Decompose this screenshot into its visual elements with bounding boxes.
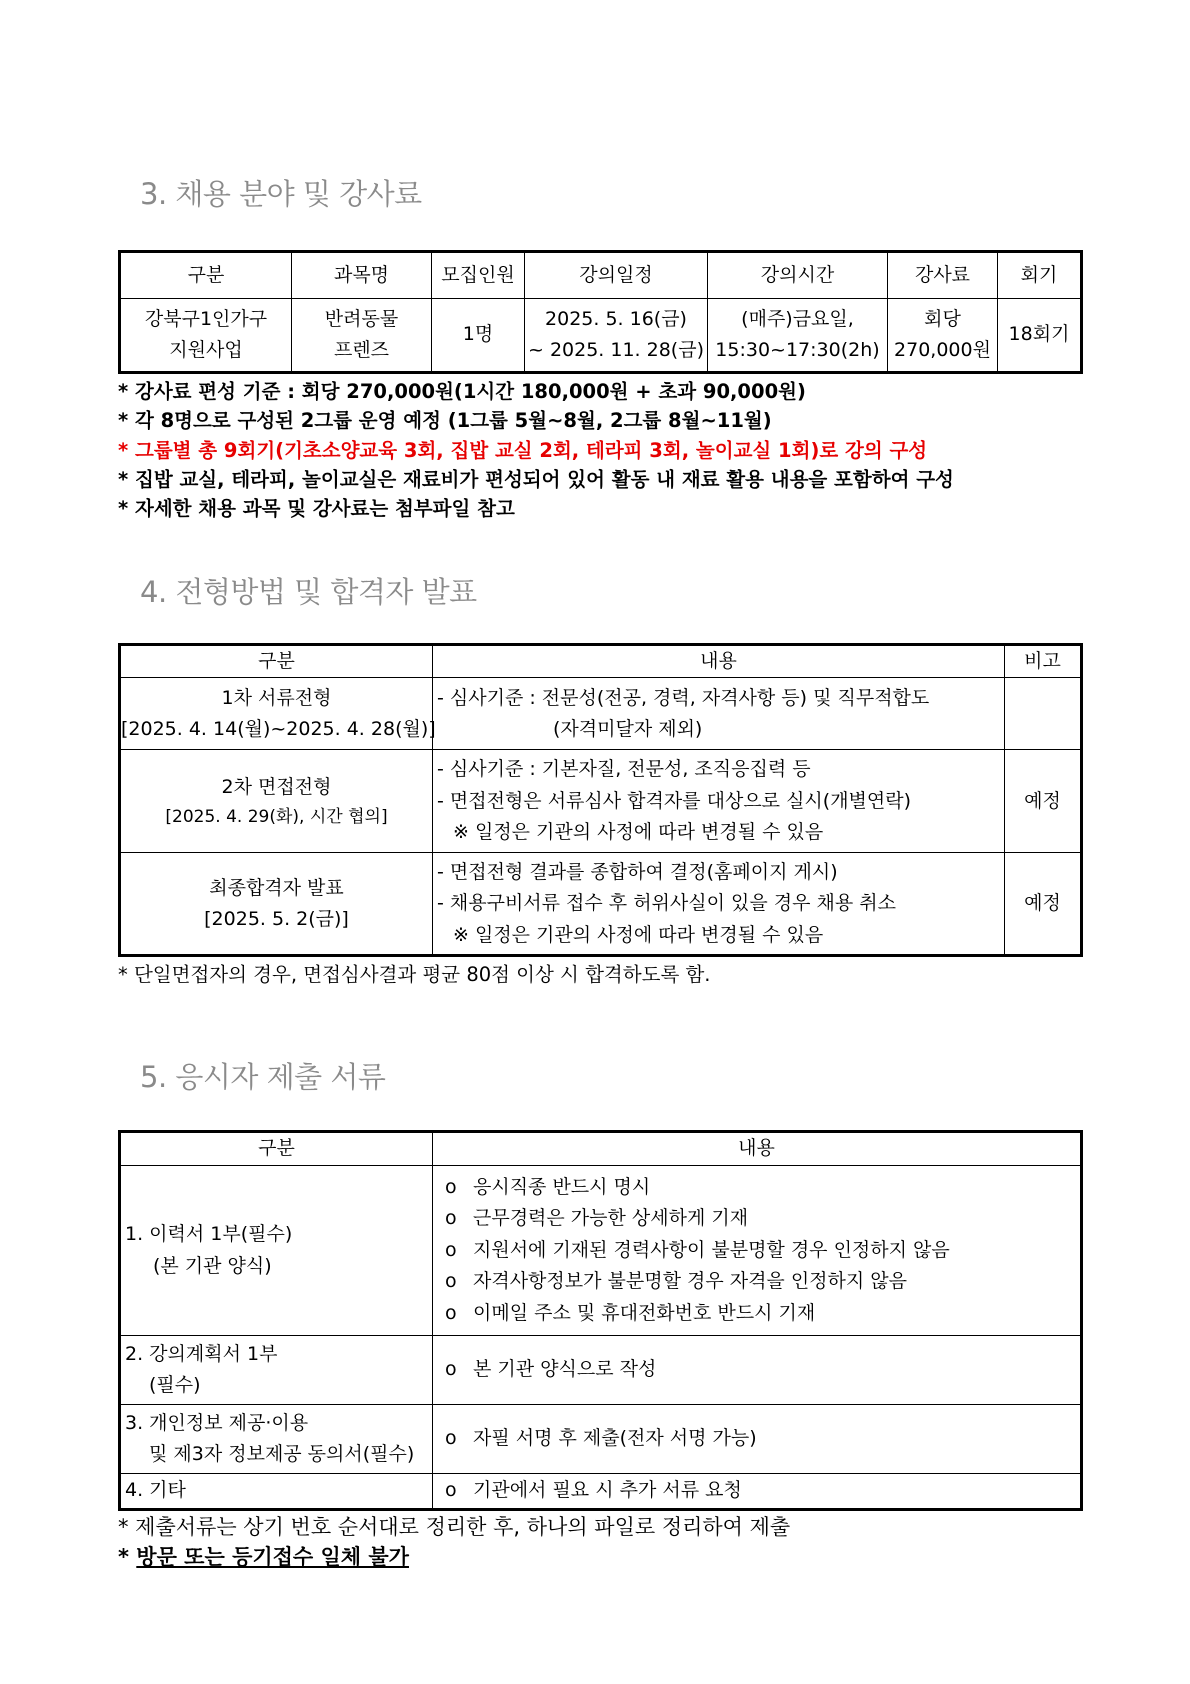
table-row xyxy=(120,1166,1082,1336)
division-cell: 4. 기타 xyxy=(120,1474,433,1510)
table-row xyxy=(120,853,1082,956)
list-item: o 이메일 주소 및 휴대전화번호 반드시 기재 xyxy=(445,1298,1080,1329)
content-cell xyxy=(433,1166,1082,1336)
list-item: o 자필 서명 후 제출(전자 서명 가능) xyxy=(445,1423,1080,1454)
remark-cell xyxy=(1005,678,1082,750)
bullet-icon: o xyxy=(445,1176,457,1199)
header-cell: 과목명 xyxy=(292,252,432,299)
content-cell: - 심사기준 : 전문성(전공, 경력, 자격사항 등) 및 직무적합도 (자격미달자 제외) xyxy=(433,678,1005,750)
list-item: o 지원서에 기재된 경력사항이 불분명할 경우 인정하지 않음 xyxy=(445,1235,1080,1266)
table-header-row xyxy=(120,645,1082,678)
content-cell xyxy=(433,1336,1082,1405)
table-row xyxy=(120,1474,1082,1510)
section3-title: 3. 채용 분야 및 강사료 xyxy=(140,177,422,211)
sessions-cell: 18회기 xyxy=(998,299,1082,373)
division-cell: 최종합격자 발표 [2025. 5. 2(금)] xyxy=(120,853,433,956)
bullet-icon: o xyxy=(445,1207,457,1230)
list-item: o 본 기관 양식으로 작성 xyxy=(445,1354,1080,1385)
header-cell: 강사료 xyxy=(888,252,998,299)
section4-note: * 단일면접자의 경우, 면접심사결과 평균 80점 이상 시 합격하도록 함. xyxy=(118,963,711,986)
time-cell: (매주)금요일, 15:30~17:30(2h) xyxy=(708,299,888,373)
note-line: * 자세한 채용 과목 및 강사료는 첨부파일 참고 xyxy=(118,497,515,520)
division-cell: 3. 개인정보 제공·이용 및 제3자 정보제공 동의서(필수) xyxy=(120,1405,433,1474)
table-header-row xyxy=(120,1132,1082,1166)
header-cell: 구분 xyxy=(120,252,292,299)
division-cell: 강북구1인가구 지원사업 xyxy=(120,299,292,373)
header-cell: 비고 xyxy=(1005,645,1082,678)
content-cell xyxy=(433,1405,1082,1474)
table-row xyxy=(120,678,1082,750)
bullet-icon: o xyxy=(445,1270,457,1293)
section4-title: 4. 전형방법 및 합격자 발표 xyxy=(140,575,477,609)
note-line-emphasis: * 방문 또는 등기접수 일체 불가 xyxy=(118,1545,409,1570)
content-cell: - 면접전형 결과를 종합하여 결정(홈페이지 게시) - 채용구비서류 접수 후 허위사실이 있을 경우 채용 취소 ※ 일정은 기관의 사정에 따라 변경될 수 있음 xyxy=(433,853,1005,956)
content-cell: - 심사기준 : 기본자질, 전문성, 조직응집력 등 - 면접전형은 서류심사 합격자를 대상으로 실시(개별연락) ※ 일정은 기관의 사정에 따라 변경될 수 있음 xyxy=(433,750,1005,853)
division-cell: 1차 서류전형 [2025. 4. 14(월)~2025. 4. 28(월)] xyxy=(120,678,433,750)
section5-title: 5. 응시자 제출 서류 xyxy=(140,1060,386,1094)
list-item: o 기관에서 필요 시 추가 서류 요청 xyxy=(445,1475,1080,1506)
division-cell: 1. 이력서 1부(필수) (본 기관 양식) xyxy=(120,1166,433,1336)
header-cell: 구분 xyxy=(120,1132,433,1166)
header-cell: 내용 xyxy=(433,645,1005,678)
note-line: * 각 8명으로 구성된 2그룹 운영 예정 (1그룹 5월~8월, 2그룹 8월~11월) xyxy=(118,409,772,433)
header-cell: 내용 xyxy=(433,1132,1082,1166)
documents-table xyxy=(118,1130,1083,1511)
table-row xyxy=(120,1405,1082,1474)
count-cell: 1명 xyxy=(432,299,525,373)
header-cell: 구분 xyxy=(120,645,433,678)
header-cell: 강의시간 xyxy=(708,252,888,299)
bullet-icon: o xyxy=(445,1301,457,1324)
table-header-row xyxy=(120,252,1082,299)
header-cell: 모집인원 xyxy=(432,252,525,299)
bullet-icon: o xyxy=(445,1358,457,1381)
subject-cell: 반려동물 프렌즈 xyxy=(292,299,432,373)
note-line: * 집밥 교실, 테라피, 놀이교실은 재료비가 편성되어 있어 활동 내 재료 활용 내용을 포함하여 구성 xyxy=(118,467,954,491)
section3-notes xyxy=(118,377,954,523)
fee-cell: 회당 270,000원 xyxy=(888,299,998,373)
recruitment-table xyxy=(118,250,1083,374)
note-line-highlight: * 그룹별 총 9회기(기초소양교육 3회, 집밥 교실 2회, 테라피 3회, 놀이교실 1회)로 강의 구성 xyxy=(118,438,928,462)
section5-notes xyxy=(118,1512,790,1573)
header-cell: 강의일정 xyxy=(525,252,708,299)
bullet-icon: o xyxy=(445,1427,457,1450)
table-row xyxy=(120,299,1082,373)
division-cell: 2. 강의계획서 1부 (필수) xyxy=(120,1336,433,1405)
table-row xyxy=(120,750,1082,853)
bullet-icon: o xyxy=(445,1238,457,1261)
bullet-icon: o xyxy=(445,1479,457,1502)
header-cell: 회기 xyxy=(998,252,1082,299)
list-item: o 응시직종 반드시 명시 xyxy=(445,1172,1080,1203)
remark-cell: 예정 xyxy=(1005,853,1082,956)
content-cell xyxy=(433,1474,1082,1510)
screening-table xyxy=(118,643,1083,957)
remark-cell: 예정 xyxy=(1005,750,1082,853)
schedule-cell: 2025. 5. 16(금) ~ 2025. 11. 28(금) xyxy=(525,299,708,373)
table-row xyxy=(120,1336,1082,1405)
list-item: o 근무경력은 가능한 상세하게 기재 xyxy=(445,1203,1080,1234)
note-line: * 제출서류는 상기 번호 순서대로 정리한 후, 하나의 파일로 정리하여 제출 xyxy=(118,1515,791,1539)
note-line: * 강사료 편성 기준 : 회당 270,000원(1시간 180,000원 + 초과 90,000원) xyxy=(118,380,806,403)
division-cell: 2차 면접전형 [2025. 4. 29(화), 시간 협의] xyxy=(120,750,433,853)
list-item: o 자격사항정보가 불분명할 경우 자격을 인정하지 않음 xyxy=(445,1266,1080,1297)
